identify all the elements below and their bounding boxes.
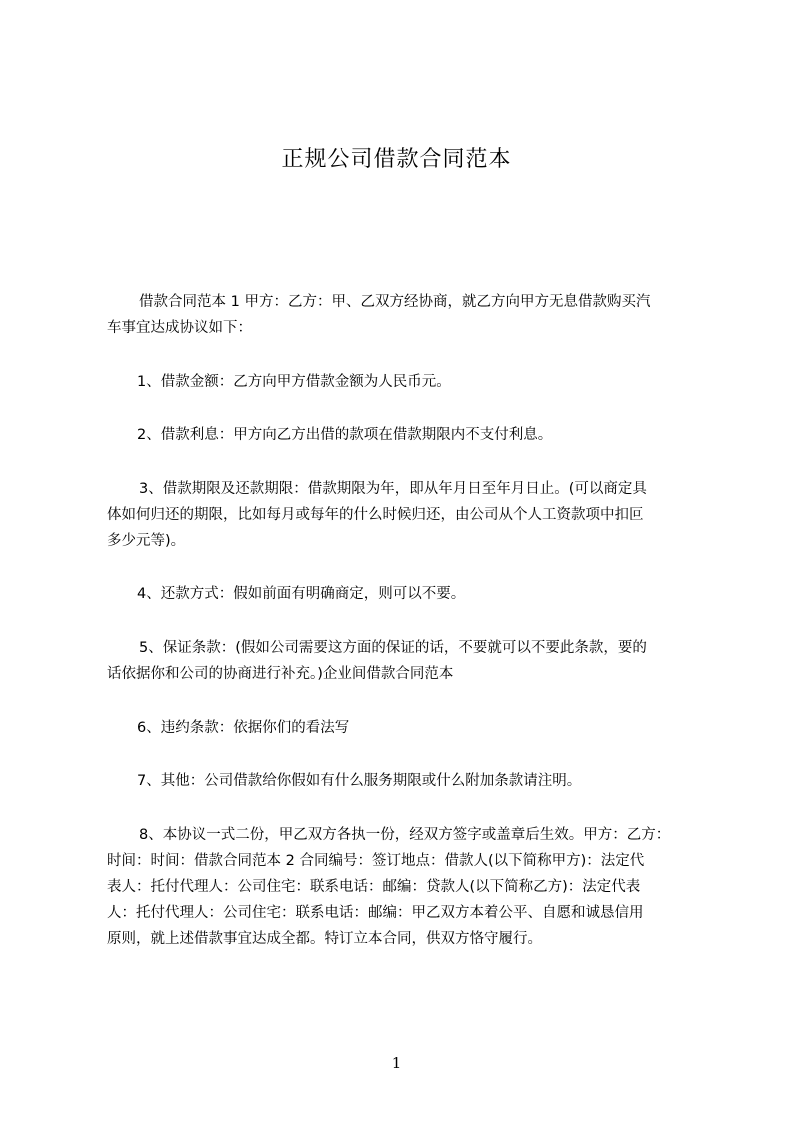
paragraph-line: 车事宜达成协议如下： [107, 320, 252, 336]
paragraph-line: 体如何归还的期限，比如每月或每年的什么时候归还，由公司从个人工资款项中扣叵 [107, 507, 644, 523]
paragraph-line: 6、违约条款：依据你们的看法写 [137, 720, 350, 736]
paragraph-line: 原则，就上述借款事宜达成全都。特订立本合同，供双方恪守履行。 [107, 931, 542, 947]
paragraph-line: 时间：时间：借款合同范本 2 合同编号：签订地点：借款人(以下简称甲方)：法定代 [107, 853, 645, 869]
paragraph-line: 人：托付代理人：公司住宅：联系电话：邮编：甲乙双方本着公平、自愿和诚恳信用 [107, 905, 644, 921]
paragraph-line: 3、借款期限及还款期限：借款期限为年，即从年月日至年月日止。(可以商定具 [139, 481, 647, 497]
paragraph-line: 5、保证条款：(假如公司需要这方面的保证的话，不要就可以不要此条款，要的 [139, 640, 647, 656]
paragraph-line: 借款合同范本 1 甲方：乙方：甲、乙双方经协商，就乙方向甲方无息借款购买汽 [139, 294, 651, 310]
paragraph-line: 话依据你和公司的协商进行补充。)企业间借款合同范本 [107, 666, 454, 682]
document-title: 正规公司借款合同范本 [281, 147, 512, 172]
paragraph-line: 7、其他：公司借款给你假如有什么服务期限或什么附加条款请注明。 [137, 773, 582, 789]
paragraph-line: 多少元等)。 [107, 533, 186, 549]
paragraph-line: 表人：托付代理人：公司住宅：联系电话：邮编：贷款人(以下简称乙方)：法定代表 [107, 879, 641, 895]
paragraph-line: 2、借款利息：甲方向乙方出借的款项在借款期限内不支付利息。 [137, 427, 553, 443]
paragraph-line: 1、借款金额：乙方向甲方借款金额为人民币元。 [137, 374, 451, 390]
paragraph-line: 4、还款方式：假如前面有明确商定，则可以不要。 [137, 586, 466, 602]
page-number: 1 [391, 1054, 402, 1072]
paragraph-line: 8、本协议一式二份，甲乙双方各执一份，经双方签字或盖章后生效。甲方：乙方： [139, 827, 671, 843]
